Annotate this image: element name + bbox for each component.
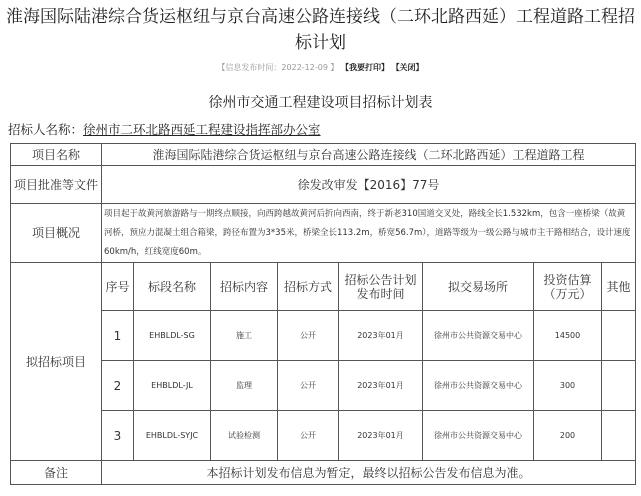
tenderer [8,120,321,138]
row-invest: 14500 [534,311,602,361]
row-other [602,411,636,461]
row-content: 监理 [211,361,278,411]
row-venue: 徐州市公共资源交易中心 [423,361,534,411]
tenderer-name: 徐州市二环北路西延工程建设指挥部办公室 [83,122,321,137]
close-link[interactable]: 【关闭】 [391,63,424,72]
row-content: 施工 [211,311,278,361]
header-section: 标段名称 [134,263,211,311]
header-method: 招标方式 [278,263,339,311]
row-no: 1 [102,311,134,361]
overview-text: 项目起于故黄河旅游路与一期终点顺接，向西跨越故黄河后折向西南，终于新老310国道交叉处，路线全长1.532km，包含一座桥梁（故黄河桥，预应力混凝土组合箱梁，跨径布置为3*35米，桥梁全长113.2m，桥宽56.7m），道路等级为一级公路与城市主干路相结合，设计速度60km/h，红线宽度60m。 [102,204,636,263]
header-date: 招标公告计划发布时间 [339,263,423,311]
row-date: 2023年01月 [339,361,423,411]
overview-label: 项目概况 [11,204,102,263]
row-section: EHBLDL-SG [134,311,211,361]
approval-doc: 徐发改审发【2016】77号 [102,166,636,204]
plan-table [10,143,636,485]
project-name-label: 项目名称 [11,144,102,166]
table-row [11,311,636,361]
header-invest: 投资估算（万元） [534,263,602,311]
row-no: 2 [102,361,134,411]
meta-bar [0,62,641,73]
row-other [602,361,636,411]
print-link[interactable]: 【我要打印】 [341,63,390,72]
row-section: EHBLDL-JL [134,361,211,411]
row-date: 2023年01月 [339,311,423,361]
header-other: 其他 [602,263,636,311]
project-name: 淮海国际陆港综合货运枢纽与京台高速公路连接线（二环北路西延）工程道路工程 [102,144,636,166]
row-method: 公开 [278,311,339,361]
row-invest: 200 [534,411,602,461]
remark-label: 备注 [11,461,102,485]
page-title: 淮海国际陆港综合货运枢纽与京台高速公路连接线（二环北路西延）工程道路工程招标计划 [6,7,635,53]
row-method: 公开 [278,411,339,461]
table-title: 徐州市交通工程建设项目招标计划表 [208,95,433,111]
header-no: 序号 [102,263,134,311]
row-no: 3 [102,411,134,461]
table-row [11,411,636,461]
row-content: 试验检测 [211,411,278,461]
row-method: 公开 [278,361,339,411]
table-row [11,361,636,411]
tenderer-label: 招标人名称： [8,122,84,137]
row-venue: 徐州市公共资源交易中心 [423,311,534,361]
header-venue: 拟交易场所 [423,263,534,311]
row-date: 2023年01月 [339,411,423,461]
header-content: 招标内容 [211,263,278,311]
row-invest: 300 [534,361,602,411]
row-other [602,311,636,361]
row-venue: 徐州市公共资源交易中心 [423,411,534,461]
approval-label: 项目批准等文件 [11,166,102,204]
plan-label: 拟招标项目 [11,263,102,461]
publish-time: 【信息发布时间：2022-12-09 】 [217,63,339,72]
row-section: EHBLDL-SYJC [134,411,211,461]
remark-text: 本招标计划发布信息为暂定，最终以招标公告发布信息为准。 [102,461,636,485]
